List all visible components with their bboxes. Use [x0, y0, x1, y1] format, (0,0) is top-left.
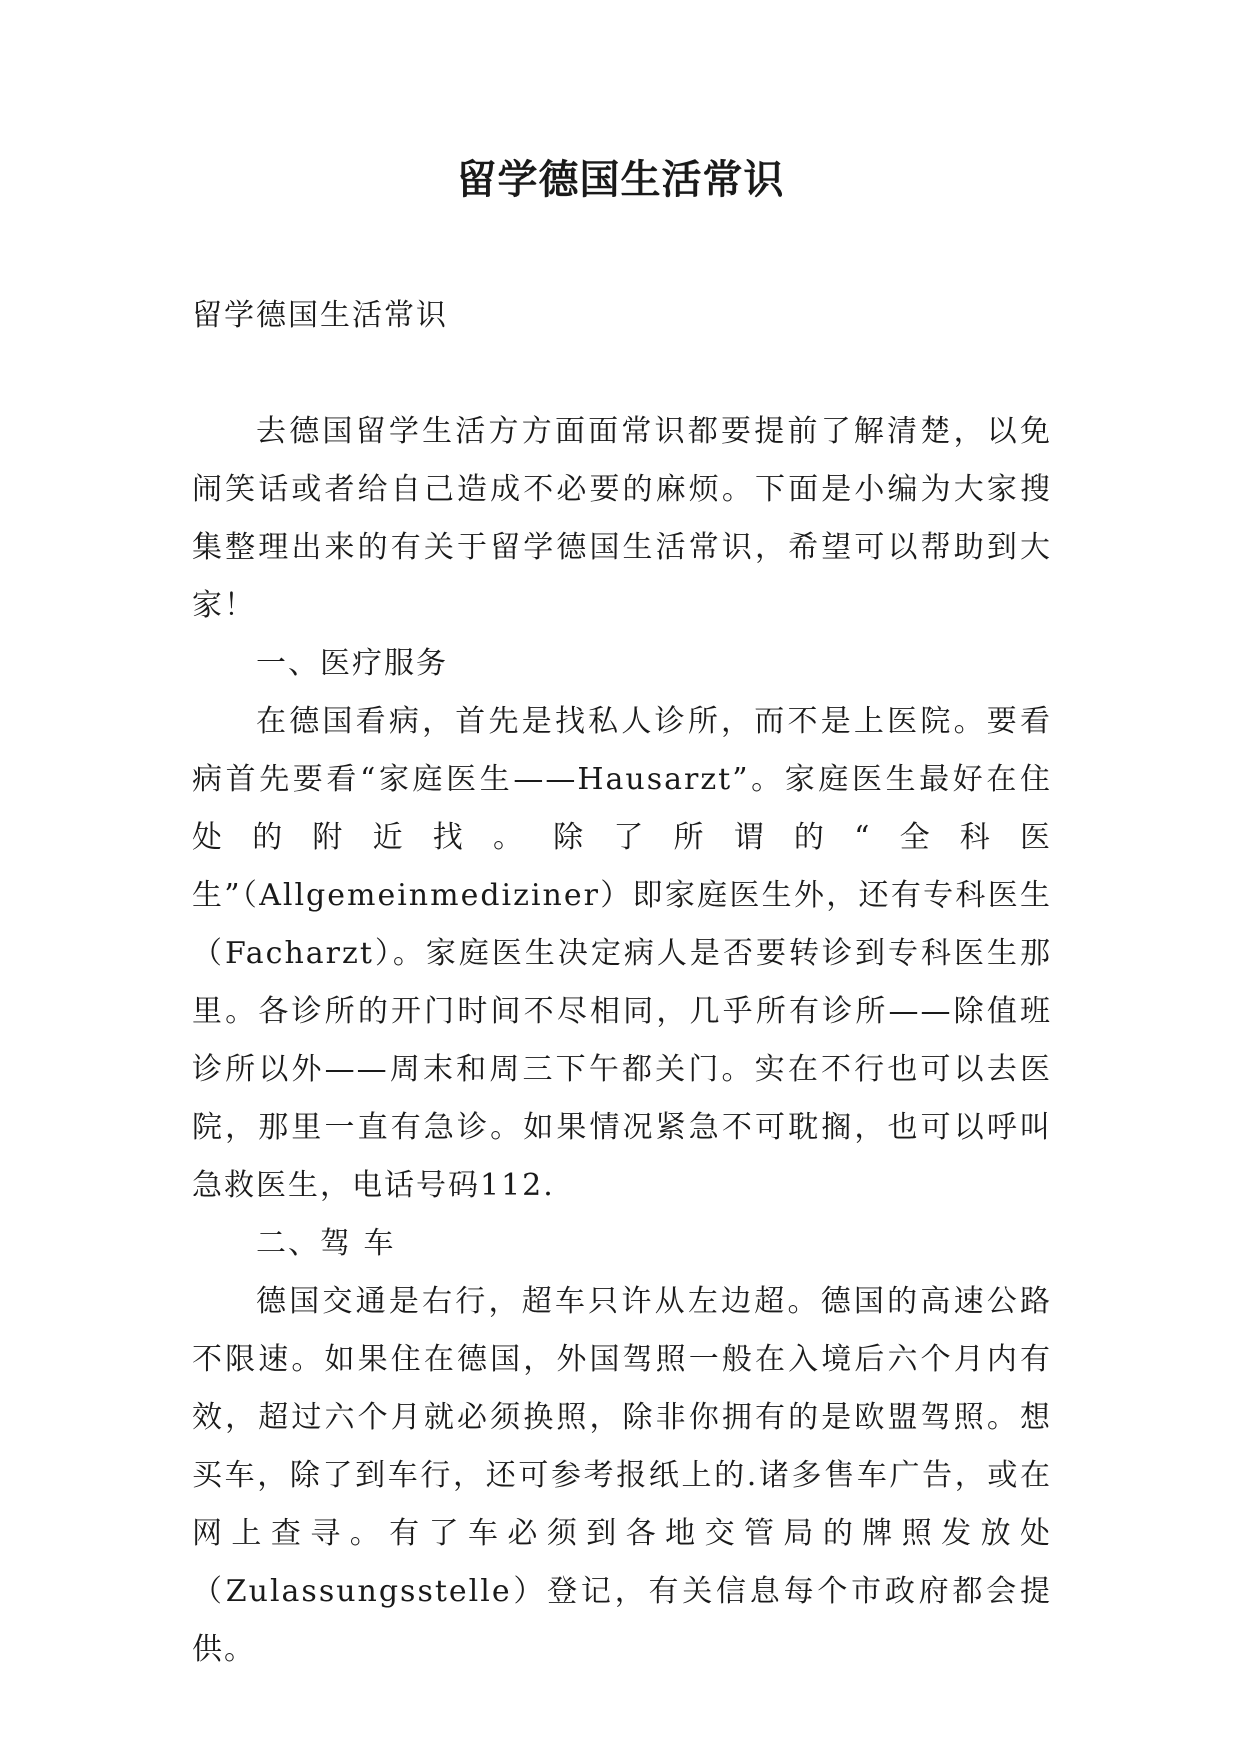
section-text-medical: 在德国看病，首先是找私人诊所，而不是上医院。要看病首先要看“家庭医生——Hausarzt”。家庭医生最好在住处的附近找。除了所谓的“全科医生”（Allgemeinmediziner）即家庭医生外，还有专科医生（Facharzt）。家庭医生决定病人是否要转诊到专科医生那里。各诊所的开门时间不尽相同，几乎所有诊所——除值班诊所以外——周末和周三下午都关门。实在不行也可以去医院，那里一直有急诊。如果情况紧急不可耽搁，也可以呼叫急救医生，电话号码112. — [192, 704, 1052, 1203]
document-body — [192, 287, 1052, 1679]
section-heading-medical: 一、医疗服务 — [256, 646, 448, 681]
section-text-driving: 德国交通是右行，超车只许从左边超。德国的高速公路不限速。如果住在德国，外国驾照一般在入境后六个月内有效，超过六个月就必须换照，除非你拥有的是欧盟驾照。想买车，除了到车行，还可参考报纸上的.诸多售车广告，或在网上查寻。有了车必须到各地交管局的牌照发放处（Zulassungsstelle）登记，有关信息每个市政府都会提供。 — [192, 1284, 1052, 1667]
page-title: 留学德国生活常识 — [456, 156, 785, 203]
section-heading-driving: 二、驾 车 — [256, 1226, 396, 1261]
intro-paragraph: 去德国留学生活方方面面常识都要提前了解清楚，以免闹笑话或者给自己造成不必要的麻烦。下面是小编为大家搜集整理出来的有关于留学德国生活常识，希望可以帮助到大家！ — [192, 414, 1052, 623]
document-subtitle: 留学德国生活常识 — [192, 298, 448, 333]
